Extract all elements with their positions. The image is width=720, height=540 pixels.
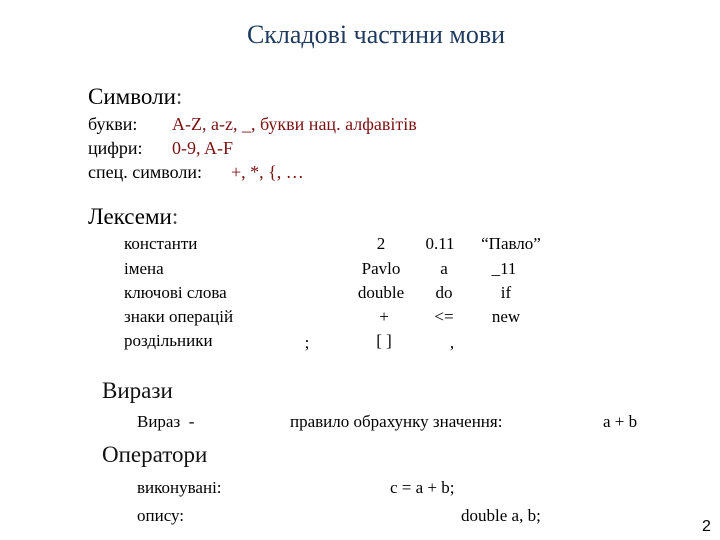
lexeme-label: знаки операцій <box>124 307 234 326</box>
decl-operators-label: опису: <box>137 506 185 525</box>
lexeme-col3: a <box>440 259 448 278</box>
lexeme-col2: 2 <box>376 234 386 253</box>
expressions-heading: Вирази <box>102 378 173 403</box>
special-label: спец. символи: <box>88 162 203 182</box>
lexeme-col2: Pavlo <box>361 259 401 278</box>
lexeme-label: константи <box>124 234 198 253</box>
digits-label: цифри: <box>88 138 143 158</box>
lexeme-label: імена <box>124 259 164 278</box>
letters-label: букви: <box>88 114 138 134</box>
expression-label: Вираз - <box>137 412 195 431</box>
operators-heading: Оператори <box>102 442 208 467</box>
lexeme-label: роздільники <box>124 331 213 350</box>
page-number: 2 <box>702 518 711 535</box>
lexeme-col3: 0.11 <box>425 234 455 253</box>
lexeme-col4: _11 <box>491 259 517 278</box>
lexeme-col1: ; <box>304 333 310 352</box>
lexeme-col3: <= <box>434 307 454 326</box>
lexeme-col2: [ ] <box>376 331 392 350</box>
symbols-heading <box>88 84 182 110</box>
letters-value: A-Z, a-z, _, букви нац. алфавітів <box>172 114 417 134</box>
lexemes-heading-colon: : <box>171 204 179 229</box>
lexemes-heading <box>88 204 178 230</box>
symbols-heading-colon: : <box>175 84 183 109</box>
exec-operator-example: c = a + b; <box>390 478 455 497</box>
lexeme-col2: + <box>379 307 389 326</box>
lexemes-heading-text: Лексеми <box>88 204 172 229</box>
expression-example: a + b <box>603 412 638 431</box>
lexeme-col3: do <box>435 283 453 302</box>
lexeme-col4: if <box>500 283 512 302</box>
lexeme-col4: new <box>491 307 521 326</box>
lexeme-col2: double <box>357 283 405 302</box>
special-value: +, *, {, … <box>231 162 304 182</box>
exec-operators-label: виконувані: <box>137 478 222 497</box>
symbols-heading-text: Символи <box>88 84 176 109</box>
expression-definition: правило обрахунку значення: <box>290 412 503 431</box>
slide-title: Складові частини мови <box>246 20 506 49</box>
digits-value: 0-9, A-F <box>172 138 234 158</box>
lexeme-col3: , <box>449 333 455 352</box>
decl-operator-example: double a, b; <box>461 506 541 525</box>
lexeme-col4: “Павло” <box>481 234 541 253</box>
lexeme-label: ключові слова <box>124 283 227 302</box>
